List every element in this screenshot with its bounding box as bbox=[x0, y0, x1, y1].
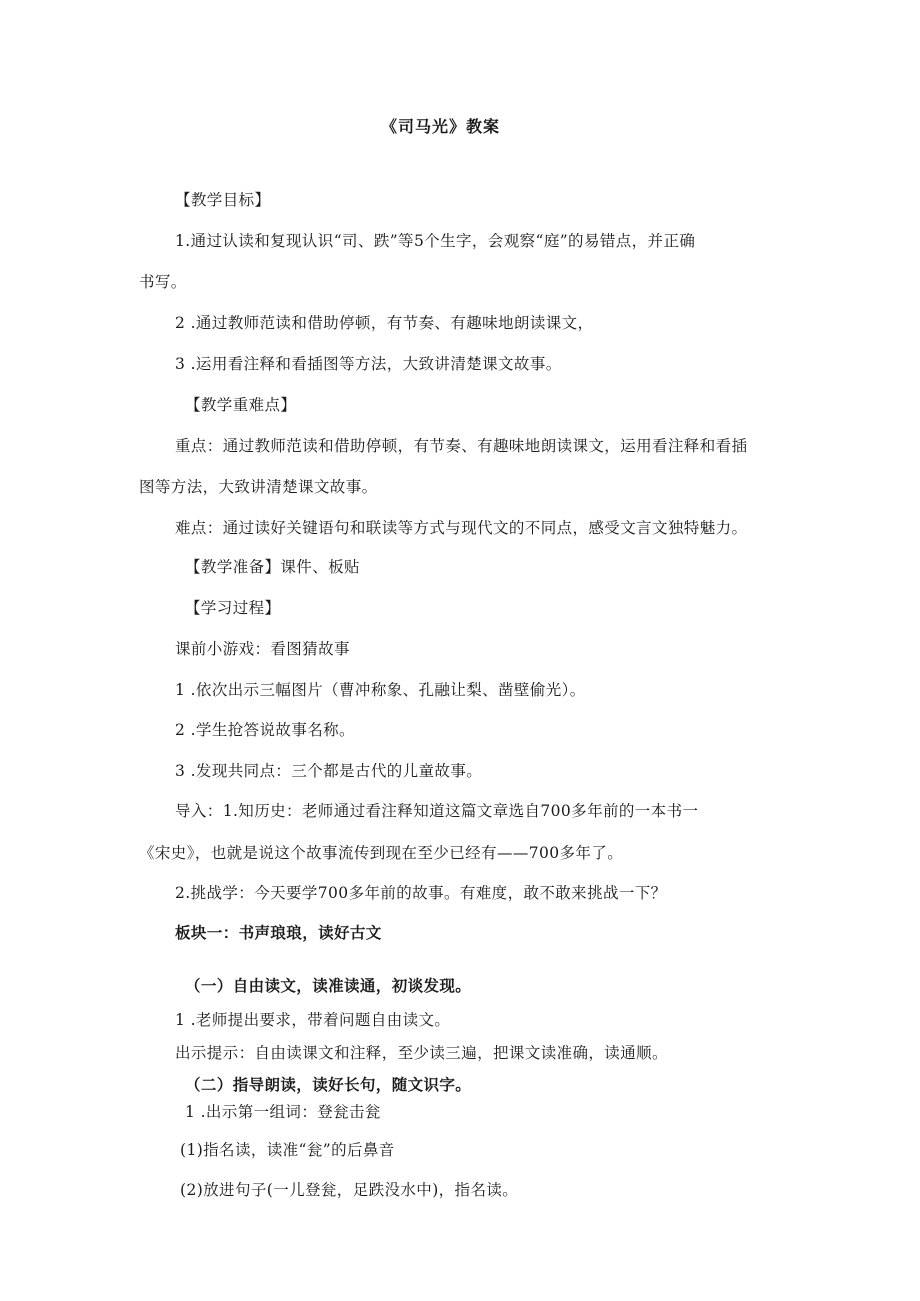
list-item: 1 .老师提出要求，带着问题自由读文。 bbox=[175, 1011, 451, 1029]
paragraph-line: 书写。 bbox=[139, 273, 187, 291]
section-heading-key-points: 【教学重难点】 bbox=[185, 396, 297, 414]
paragraph-line: 出示提示：自由读课文和注释，至少读三遍，把课文读准确，读通顺。 bbox=[175, 1044, 668, 1062]
list-item: 1 .依次出示三幅图片（曹冲称象、孔融让梨、凿壁偷光）。 bbox=[175, 681, 586, 699]
paragraph-line: 课前小游戏：看图猜故事 bbox=[175, 640, 350, 658]
paragraph-line: 2.挑战学：今天要学700多年前的故事。有难度，敢不敢来挑战一下？ bbox=[175, 884, 667, 902]
section-heading-teaching-goals: 【教学目标】 bbox=[175, 191, 271, 209]
block-heading: 板块一：书声琅琅，读好古文 bbox=[175, 923, 382, 942]
list-item: (1)指名读，读准“瓮”的后鼻音 bbox=[180, 1141, 395, 1159]
paragraph-line: 难点：通过读好关键语句和联读等方式与现代文的不同点，感受文言文独特魅力。 bbox=[175, 519, 748, 537]
subsection-heading: （二）指导朗读，读好长句，随文识字。 bbox=[185, 1075, 472, 1094]
paragraph-line: 2 .通过教师范读和借助停顿，有节奏、有趣味地朗读课文， bbox=[175, 314, 594, 332]
list-item: 3 .发现共同点：三个都是古代的儿童故事。 bbox=[175, 762, 483, 780]
paragraph-line: 图等方法，大致讲清楚课文故事。 bbox=[139, 478, 378, 496]
paragraph-line: 3 .运用看注释和看插图等方法，大致讲清楚课文故事。 bbox=[175, 355, 562, 373]
section-heading-preparation: 【教学准备】课件、板贴 bbox=[185, 558, 360, 576]
list-item: 1 .出示第一组词：登瓮击瓮 bbox=[185, 1103, 381, 1121]
section-heading-learning-process: 【学习过程】 bbox=[185, 599, 281, 617]
paragraph-line: 重点：通过教师范读和借助停顿，有节奏、有趣味地朗读课文，运用看注释和看插 bbox=[175, 437, 748, 455]
list-item: (2)放进句子(一儿登瓮，足跌没水中)，指名读。 bbox=[180, 1181, 519, 1199]
paragraph-line: 1.通过认读和复现认识“司、跌”等5个生字，会观察“庭”的易错点，并正确 bbox=[175, 232, 696, 250]
list-item: 2 .学生抢答说故事名称。 bbox=[175, 721, 355, 739]
paragraph-line: 导入：1.知历史：老师通过看注释知道这篇文章选自700多年前的一本书一 bbox=[175, 802, 699, 820]
document-title: 《司马光》教案 bbox=[381, 117, 501, 136]
subsection-heading: （一）自由读文，读准读通，初谈发现。 bbox=[185, 976, 472, 995]
paragraph-line: 《宋史》，也就是说这个故事流传到现在至少已经有——700多年了。 bbox=[139, 844, 624, 862]
